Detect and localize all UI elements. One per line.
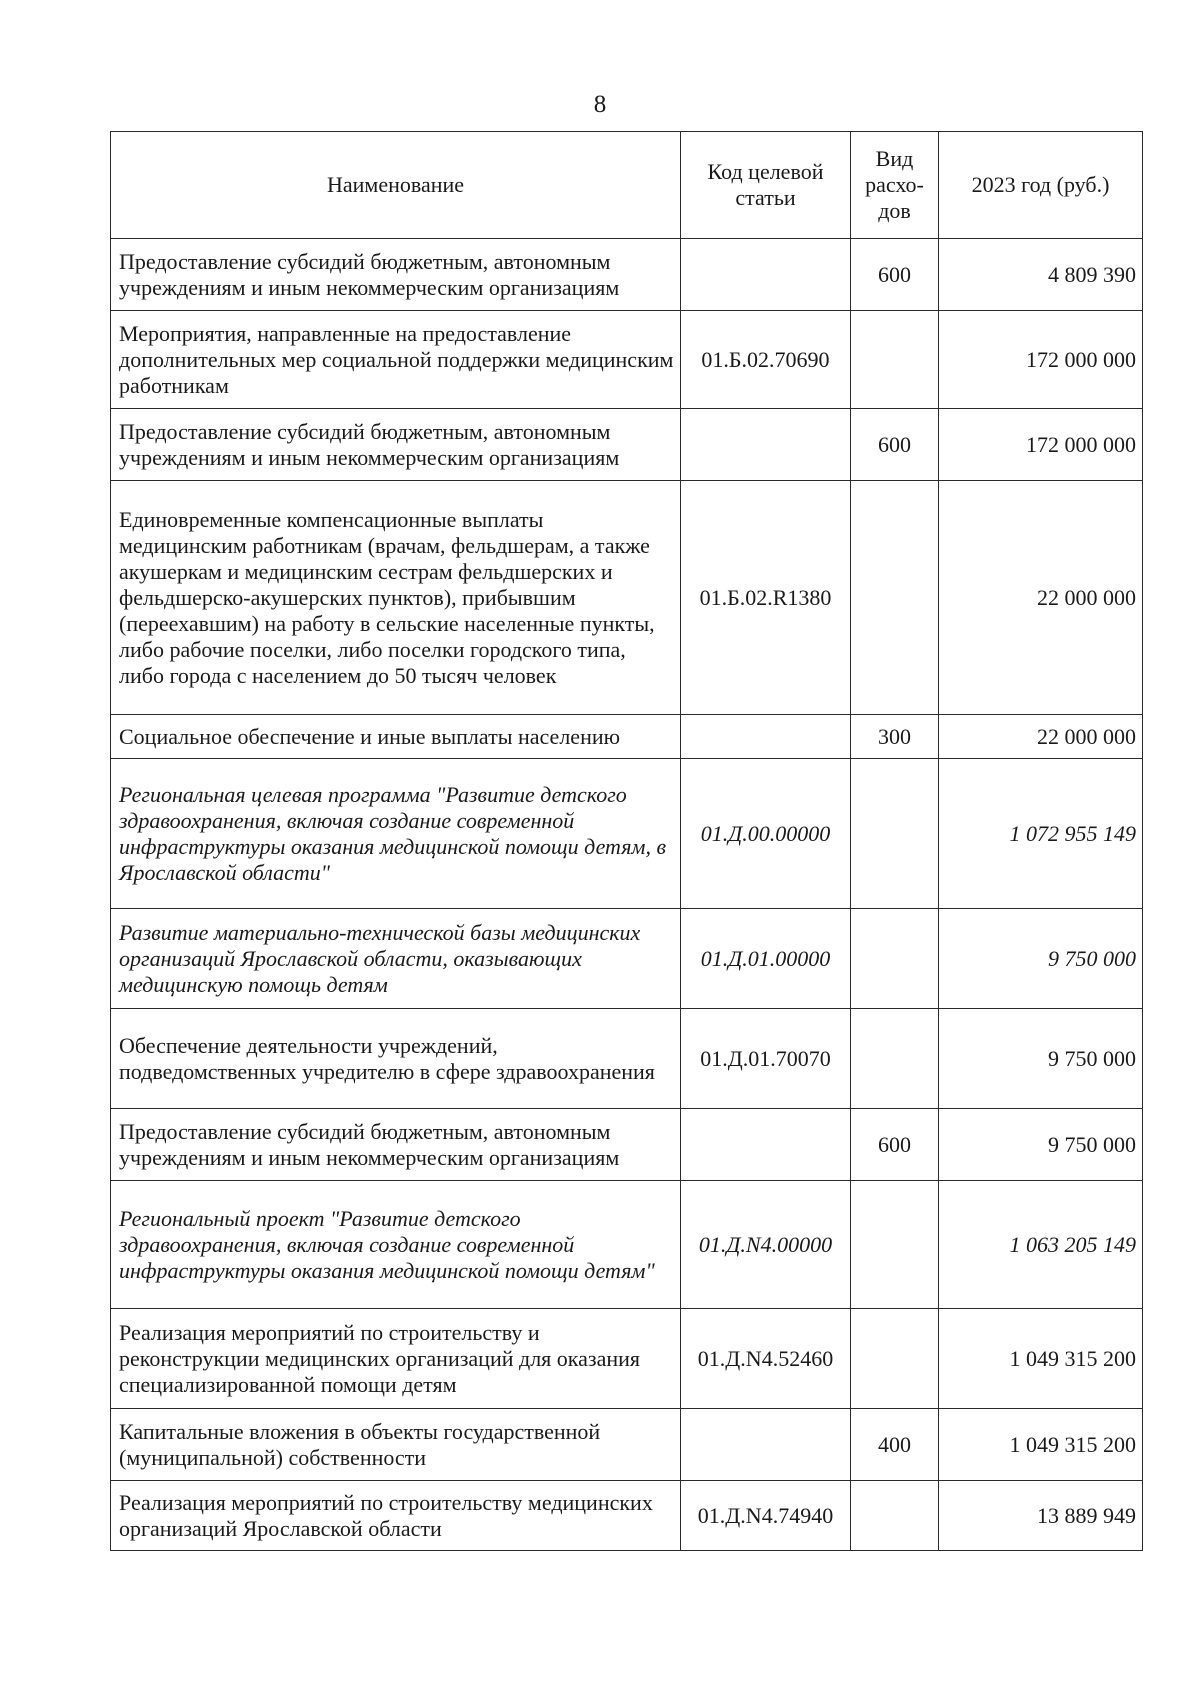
cell-name: Региональный проект "Развитие детского здравоохранения, включая создание современной инфраструктуры оказания медицинской помощи детям" (111, 1181, 681, 1309)
cell-code (681, 239, 851, 311)
cell-amount: 1 063 205 149 (939, 1181, 1143, 1309)
table-body (111, 239, 1143, 1551)
cell-code: 01.Б.02.R1380 (681, 481, 851, 715)
cell-amount: 1 049 315 200 (939, 1409, 1143, 1481)
table-row (111, 1009, 1143, 1109)
table-header-row (111, 132, 1143, 239)
budget-table (110, 131, 1143, 1551)
cell-amount: 13 889 949 (939, 1481, 1143, 1551)
table-row (111, 715, 1143, 759)
cell-kind: 600 (851, 409, 939, 481)
cell-kind (851, 481, 939, 715)
cell-kind (851, 1009, 939, 1109)
cell-code: 01.Б.02.70690 (681, 311, 851, 409)
cell-name: Региональная целевая программа "Развитие детского здравоохранения, включая создание современной инфраструктуры оказания медицинской помощи детям, в Ярославской области" (111, 759, 681, 909)
cell-kind (851, 1309, 939, 1409)
cell-amount: 4 809 390 (939, 239, 1143, 311)
cell-kind (851, 1181, 939, 1309)
cell-name: Единовременные компенсационные выплаты медицинским работникам (врачам, фельдшерам, а также акушеркам и медицинским сестрам фельдшерских и фельдшерско-акушерских пунктов), прибывшим (переехавшим) на работу в сельские населенные пункты, либо рабочие поселки, либо поселки городского типа, либо города с населением до 50 тысяч человек (111, 481, 681, 715)
cell-name: Обеспечение деятельности учреждений, подведомственных учредителю в сфере здравоохранения (111, 1009, 681, 1109)
cell-name: Социальное обеспечение и иные выплаты населению (111, 715, 681, 759)
cell-kind: 300 (851, 715, 939, 759)
table-row (111, 239, 1143, 311)
cell-name: Капитальные вложения в объекты государственной (муниципальной) собственности (111, 1409, 681, 1481)
table-row (111, 1481, 1143, 1551)
cell-amount: 22 000 000 (939, 481, 1143, 715)
cell-code: 01.Д.N4.52460 (681, 1309, 851, 1409)
table-row (111, 311, 1143, 409)
cell-name: Предоставление субсидий бюджетным, автономным учреждениям и иным некоммерческим организациям (111, 409, 681, 481)
cell-amount: 9 750 000 (939, 1009, 1143, 1109)
cell-kind: 600 (851, 1109, 939, 1181)
table-row (111, 909, 1143, 1009)
table-row (111, 1109, 1143, 1181)
page-number: 8 (593, 91, 607, 118)
cell-code: 01.Д.01.00000 (681, 909, 851, 1009)
cell-code: 01.Д.N4.74940 (681, 1481, 851, 1551)
cell-name: Развитие материально-технической базы медицинских организаций Ярославской области, оказывающих медицинскую помощь детям (111, 909, 681, 1009)
header-name: Наименование (111, 132, 681, 239)
cell-amount: 9 750 000 (939, 909, 1143, 1009)
header-amount: 2023 год (руб.) (939, 132, 1143, 239)
cell-code (681, 1409, 851, 1481)
cell-kind: 600 (851, 239, 939, 311)
cell-amount: 9 750 000 (939, 1109, 1143, 1181)
table-row (111, 1409, 1143, 1481)
cell-name: Мероприятия, направленные на предоставление дополнительных мер социальной поддержки медицинским работникам (111, 311, 681, 409)
cell-code: 01.Д.00.00000 (681, 759, 851, 909)
cell-amount: 172 000 000 (939, 409, 1143, 481)
cell-name: Реализация мероприятий по строительству и реконструкции медицинских организаций для оказания специализированной помощи детям (111, 1309, 681, 1409)
table-row (111, 759, 1143, 909)
table-row (111, 1181, 1143, 1309)
cell-code (681, 1109, 851, 1181)
cell-kind (851, 909, 939, 1009)
cell-kind (851, 1481, 939, 1551)
cell-code (681, 409, 851, 481)
cell-kind: 400 (851, 1409, 939, 1481)
cell-code: 01.Д.01.70070 (681, 1009, 851, 1109)
cell-kind (851, 311, 939, 409)
cell-code (681, 715, 851, 759)
cell-amount: 1 072 955 149 (939, 759, 1143, 909)
table-row (111, 409, 1143, 481)
cell-name: Предоставление субсидий бюджетным, автономным учреждениям и иным некоммерческим организациям (111, 1109, 681, 1181)
header-code: Код целевой статьи (681, 132, 851, 239)
cell-amount: 172 000 000 (939, 311, 1143, 409)
cell-amount: 1 049 315 200 (939, 1309, 1143, 1409)
table-row (111, 481, 1143, 715)
header-kind: Вид расхо-дов (851, 132, 939, 239)
table-row (111, 1309, 1143, 1409)
cell-name: Реализация мероприятий по строительству медицинских организаций Ярославской области (111, 1481, 681, 1551)
cell-kind (851, 759, 939, 909)
cell-code: 01.Д.N4.00000 (681, 1181, 851, 1309)
cell-amount: 22 000 000 (939, 715, 1143, 759)
cell-name: Предоставление субсидий бюджетным, автономным учреждениям и иным некоммерческим организациям (111, 239, 681, 311)
